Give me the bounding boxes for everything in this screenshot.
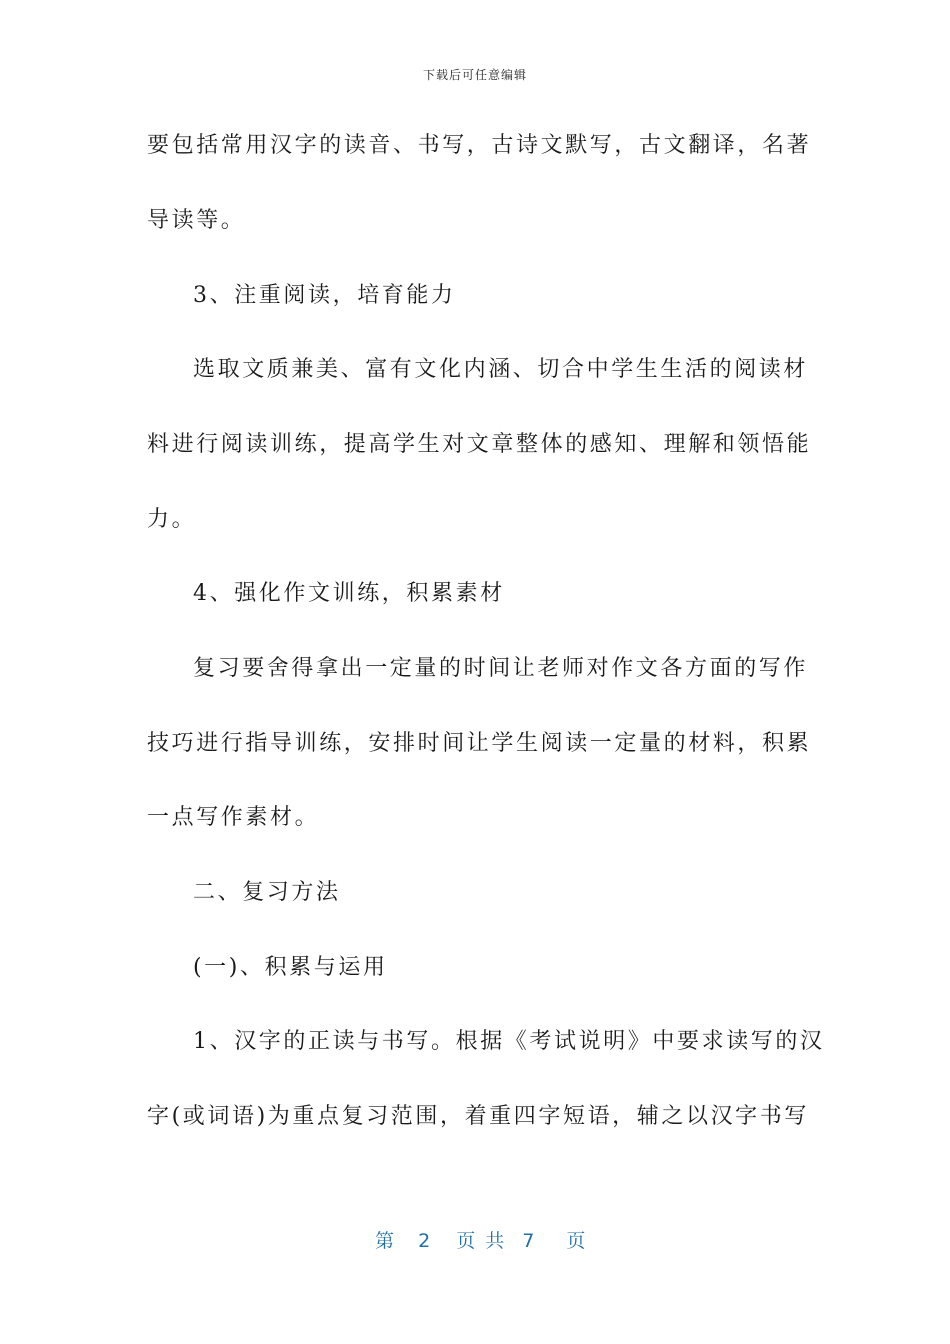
paragraph-line: 料进行阅读训练，提高学生对文章整体的感知、理解和领悟能 xyxy=(147,432,812,457)
section-heading: 3、注重阅读，培育能力 xyxy=(193,283,456,308)
subsection-heading: (一)、积累与运用 xyxy=(193,955,388,980)
footer-suffix: 页 xyxy=(566,1230,586,1252)
paragraph-line: 力。 xyxy=(147,507,197,532)
paragraph-line: 1、汉字的正读与书写。根据《考试说明》中要求读写的汉 xyxy=(193,1029,825,1054)
paragraph-line: 技巧进行指导训练，安排时间让学生阅读一定量的材料，积累 xyxy=(147,731,812,756)
paragraph-line: 导读等。 xyxy=(147,208,246,233)
footer-prefix: 第 xyxy=(375,1230,395,1252)
paragraph-line: 选取文质兼美、富有文化内涵、切合中学生生活的阅读材 xyxy=(193,357,809,382)
footer-middle: 页共 xyxy=(456,1230,515,1252)
paragraph-line: 字(或词语)为重点复习范围，着重四字短语，辅之以汉字书写 xyxy=(147,1104,809,1129)
footer-total-pages: 7 xyxy=(522,1230,535,1252)
page-footer xyxy=(375,1226,585,1253)
paragraph-line: 一点写作素材。 xyxy=(147,805,320,830)
section-heading: 4、强化作文训练，积累素材 xyxy=(193,581,505,606)
section-heading: 二、复习方法 xyxy=(193,880,341,905)
paragraph-line: 复习要舍得拿出一定量的时间让老师对作文各方面的写作 xyxy=(193,656,809,681)
footer-current-page: 2 xyxy=(418,1230,431,1252)
paragraph-line: 要包括常用汉字的读音、书写，古诗文默写，古文翻译，名著 xyxy=(147,133,812,158)
page-header: 下载后可任意编辑 xyxy=(422,68,527,82)
